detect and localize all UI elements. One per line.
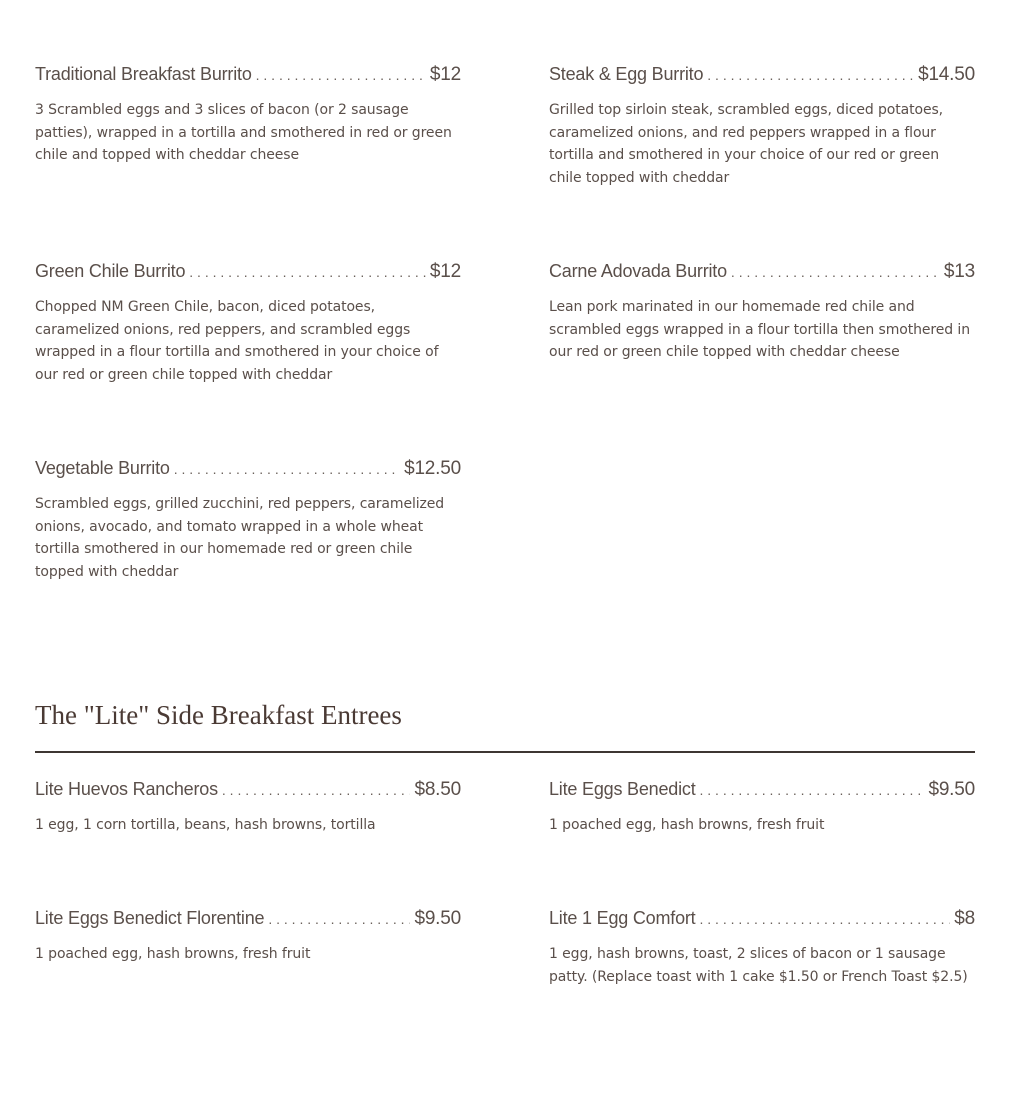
menu-item-header [549, 60, 975, 88]
dot-leader [268, 905, 410, 933]
lite-menu-grid [35, 775, 975, 1033]
menu-item-name: Lite Eggs Benedict [549, 779, 696, 799]
menu-item-header [549, 904, 975, 932]
menu-item-header [35, 904, 461, 932]
menu-item-description: Chopped NM Green Chile, bacon, diced potatoes, caramelized onions, red peppers, and scrambled eggs wrapped in a flour tortilla and smothered in your choice of our red or green chile topped with cheddar [35, 299, 439, 383]
menu-item-description: Grilled top sirloin steak, scrambled eggs, diced potatoes, caramelized onions, and red peppers wrapped in a flour tortilla and smothered in your choice of our red or green chile topped with cheddar [549, 102, 944, 186]
menu-item [35, 454, 461, 651]
menu-item-description: Scrambled eggs, grilled zucchini, red peppers, caramelized onions, avocado, and tomato wrapped in a whole wheat tortilla smothered in our homemade red or green chile topped with cheddar [35, 496, 445, 580]
menu-item-price: $12 [429, 261, 461, 282]
menu-item-description: 1 poached egg, hash browns, fresh fruit [35, 946, 311, 962]
menu-item-header [549, 775, 975, 803]
menu-item-price: $14.50 [918, 64, 975, 85]
menu-item-name: Steak & Egg Burrito [549, 64, 704, 84]
section-title: The "Lite" Side Breakfast Entrees [35, 700, 402, 730]
dot-leader [707, 61, 914, 89]
dot-leader [731, 258, 940, 286]
menu-item-price: $9.50 [928, 779, 975, 800]
menu-item [549, 904, 975, 1033]
menu-item-description: Lean pork marinated in our homemade red chile and scrambled eggs wrapped in a flour tortilla then smothered in our red or green chile topped with cheddar cheese [549, 299, 970, 360]
menu-item-price: $8 [954, 908, 975, 929]
menu-item-name: Lite Eggs Benedict Florentine [35, 908, 265, 928]
menu-item-name: Green Chile Burrito [35, 261, 186, 281]
menu-item-header [35, 775, 461, 803]
dot-leader [700, 776, 925, 804]
menu-item-header [549, 257, 975, 285]
menu-item-description: 3 Scrambled eggs and 3 slices of bacon (or 2 sausage patties), wrapped in a tortilla and smothered in red or green chile and topped with cheddar cheese [35, 102, 452, 163]
menu-item-name: Traditional Breakfast Burrito [35, 64, 252, 84]
menu-item-header [35, 257, 461, 285]
menu-item-price: $9.50 [414, 908, 461, 929]
burrito-menu-grid [35, 60, 975, 651]
menu-item-price: $8.50 [414, 779, 461, 800]
dot-leader [189, 258, 426, 286]
menu-item-name: Vegetable Burrito [35, 458, 170, 478]
dot-leader [256, 61, 426, 89]
menu-item [35, 257, 461, 454]
menu-item-price: $12 [429, 64, 461, 85]
menu-item [549, 60, 975, 257]
dot-leader [222, 776, 411, 804]
menu-item-description: 1 egg, hash browns, toast, 2 slices of bacon or 1 sausage patty. (Replace toast with 1 cake $1.50 or French Toast $2.5) [549, 946, 968, 985]
dot-leader [174, 455, 400, 483]
dot-leader [699, 905, 950, 933]
menu-item-name: Lite Huevos Rancheros [35, 779, 218, 799]
menu-item [549, 257, 975, 454]
menu-item-header [35, 60, 461, 88]
menu-item-name: Carne Adovada Burrito [549, 261, 727, 281]
menu-item [35, 904, 461, 1033]
menu-item [35, 775, 461, 904]
section-divider [35, 751, 975, 753]
menu-item-price: $12.50 [404, 458, 461, 479]
menu-item-header [35, 454, 461, 482]
menu-item [549, 775, 975, 904]
menu-item-price: $13 [943, 261, 975, 282]
menu-item [35, 60, 461, 257]
menu-item-description: 1 poached egg, hash browns, fresh fruit [549, 817, 825, 833]
menu-item-description: 1 egg, 1 corn tortilla, beans, hash browns, tortilla [35, 817, 376, 833]
menu-item-name: Lite 1 Egg Comfort [549, 908, 696, 928]
